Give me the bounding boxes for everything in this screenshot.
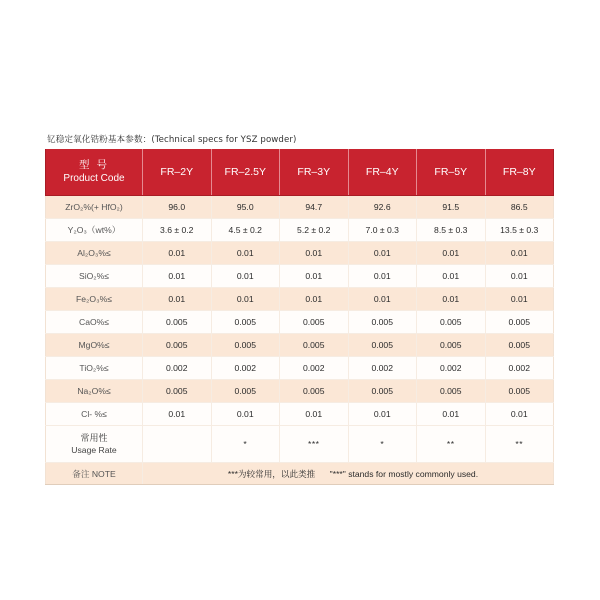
- cell-value: 0.01: [348, 288, 417, 311]
- ysz-spec-table: [45, 149, 554, 485]
- cell-value: 3.6 ± 0.2: [143, 219, 212, 242]
- row-mgo: [46, 334, 554, 357]
- usage-rate-label-cn: 常用性: [80, 433, 108, 443]
- cell-value: 0.01: [143, 242, 212, 265]
- row-na2o: [46, 380, 554, 403]
- cell-value: 0.005: [348, 311, 417, 334]
- row-zro2: [46, 196, 554, 219]
- note-label: 备注 NOTE: [46, 463, 143, 485]
- cell-value: 0.01: [485, 265, 554, 288]
- row-label: Y₂O₃（wt%）: [46, 219, 143, 242]
- usage-rating: **: [485, 426, 554, 463]
- cell-value: 92.6: [348, 196, 417, 219]
- cell-value: 0.002: [143, 357, 212, 380]
- cell-value: 0.01: [485, 242, 554, 265]
- product-code-header: [46, 149, 143, 196]
- cell-value: 96.0: [143, 196, 212, 219]
- cell-value: 95.0: [211, 196, 280, 219]
- cell-value: 0.01: [280, 265, 349, 288]
- cell-value: 91.5: [417, 196, 486, 219]
- cell-value: 0.01: [143, 288, 212, 311]
- row-usage-rate: [46, 426, 554, 463]
- row-note: [46, 463, 554, 485]
- cell-value: 0.01: [211, 288, 280, 311]
- cell-value: 8.5 ± 0.3: [417, 219, 486, 242]
- cell-value: 0.005: [417, 311, 486, 334]
- cell-value: 0.005: [280, 380, 349, 403]
- cell-value: 0.01: [485, 403, 554, 426]
- cell-value: 0.01: [417, 288, 486, 311]
- cell-value: 0.005: [211, 311, 280, 334]
- usage-rating: *: [348, 426, 417, 463]
- row-label: ZrO₂%(+ HfO₂): [46, 196, 143, 219]
- cell-value: 0.005: [211, 334, 280, 357]
- row-sio2: [46, 265, 554, 288]
- usage-rate-label: [46, 426, 143, 463]
- header-row: [46, 149, 554, 196]
- cell-value: 0.01: [417, 403, 486, 426]
- usage-rate-label-en: Usage Rate: [71, 445, 117, 455]
- usage-rating: ***: [280, 426, 349, 463]
- cell-value: 0.002: [211, 357, 280, 380]
- code-header-fr-2y: FR–2Y: [143, 149, 212, 196]
- cell-value: 0.005: [348, 380, 417, 403]
- cell-value: 0.005: [280, 311, 349, 334]
- cell-value: 4.5 ± 0.2: [211, 219, 280, 242]
- code-header-fr-2-5y: FR–2.5Y: [211, 149, 280, 196]
- code-header-fr-4y: FR–4Y: [348, 149, 417, 196]
- cell-value: 0.002: [417, 357, 486, 380]
- cell-value: 0.002: [280, 357, 349, 380]
- cell-value: 0.005: [143, 311, 212, 334]
- cell-value: 0.01: [143, 403, 212, 426]
- cell-value: 0.005: [417, 380, 486, 403]
- cell-value: 0.005: [143, 334, 212, 357]
- cell-value: 0.005: [485, 380, 554, 403]
- row-tio2: [46, 357, 554, 380]
- row-cl: [46, 403, 554, 426]
- code-header-fr-5y: FR–5Y: [417, 149, 486, 196]
- cell-value: 0.005: [485, 334, 554, 357]
- table-caption: 钇稳定氧化锆粉基本参数：(Technical specs for YSZ powder): [47, 135, 297, 145]
- cell-value: 7.0 ± 0.3: [348, 219, 417, 242]
- cell-value: 0.01: [211, 242, 280, 265]
- cell-value: 0.005: [417, 334, 486, 357]
- row-label: Cl- %≤: [46, 403, 143, 426]
- cell-value: 0.01: [280, 403, 349, 426]
- note-text-en: "***" stands for mostly commonly used.: [329, 468, 479, 479]
- row-label: SiO₂%≤: [46, 265, 143, 288]
- cell-value: 0.01: [348, 403, 417, 426]
- cell-value: 0.005: [143, 380, 212, 403]
- cell-value: 0.01: [211, 265, 280, 288]
- row-label: TiO₂%≤: [46, 357, 143, 380]
- note-text-cn: ***为较常用，以此类推: [227, 468, 316, 479]
- cell-value: 0.005: [485, 311, 554, 334]
- row-cao: [46, 311, 554, 334]
- cell-value: 0.01: [417, 242, 486, 265]
- cell-value: 0.01: [280, 242, 349, 265]
- cell-value: 0.01: [417, 265, 486, 288]
- row-y2o3: [46, 219, 554, 242]
- cell-value: 86.5: [485, 196, 554, 219]
- usage-rating: **: [417, 426, 486, 463]
- row-label: Na₂O%≤: [46, 380, 143, 403]
- code-header-fr-3y: FR–3Y: [280, 149, 349, 196]
- product-code-label-cn: 型 号: [79, 159, 109, 171]
- usage-rating: *: [211, 426, 280, 463]
- row-fe2o3: [46, 288, 554, 311]
- cell-value: 0.01: [485, 288, 554, 311]
- row-al2o3: [46, 242, 554, 265]
- cell-value: 0.01: [211, 403, 280, 426]
- cell-value: 5.2 ± 0.2: [280, 219, 349, 242]
- cell-value: 0.005: [348, 334, 417, 357]
- cell-value: 0.01: [348, 242, 417, 265]
- cell-value: 0.01: [348, 265, 417, 288]
- cell-value: 0.002: [348, 357, 417, 380]
- code-header-fr-8y: FR–8Y: [485, 149, 554, 196]
- cell-value: 0.005: [211, 380, 280, 403]
- row-label: Al₂O₃%≤: [46, 242, 143, 265]
- row-label: CaO%≤: [46, 311, 143, 334]
- cell-value: 0.002: [485, 357, 554, 380]
- cell-value: 0.01: [143, 265, 212, 288]
- product-code-label-en: Product Code: [63, 173, 125, 184]
- note-content: [143, 463, 554, 485]
- cell-value: 13.5 ± 0.3: [485, 219, 554, 242]
- cell-value: 0.01: [280, 288, 349, 311]
- usage-rating: [143, 426, 212, 463]
- row-label: MgO%≤: [46, 334, 143, 357]
- cell-value: 94.7: [280, 196, 349, 219]
- cell-value: 0.005: [280, 334, 349, 357]
- row-label: Fe₂O₃%≤: [46, 288, 143, 311]
